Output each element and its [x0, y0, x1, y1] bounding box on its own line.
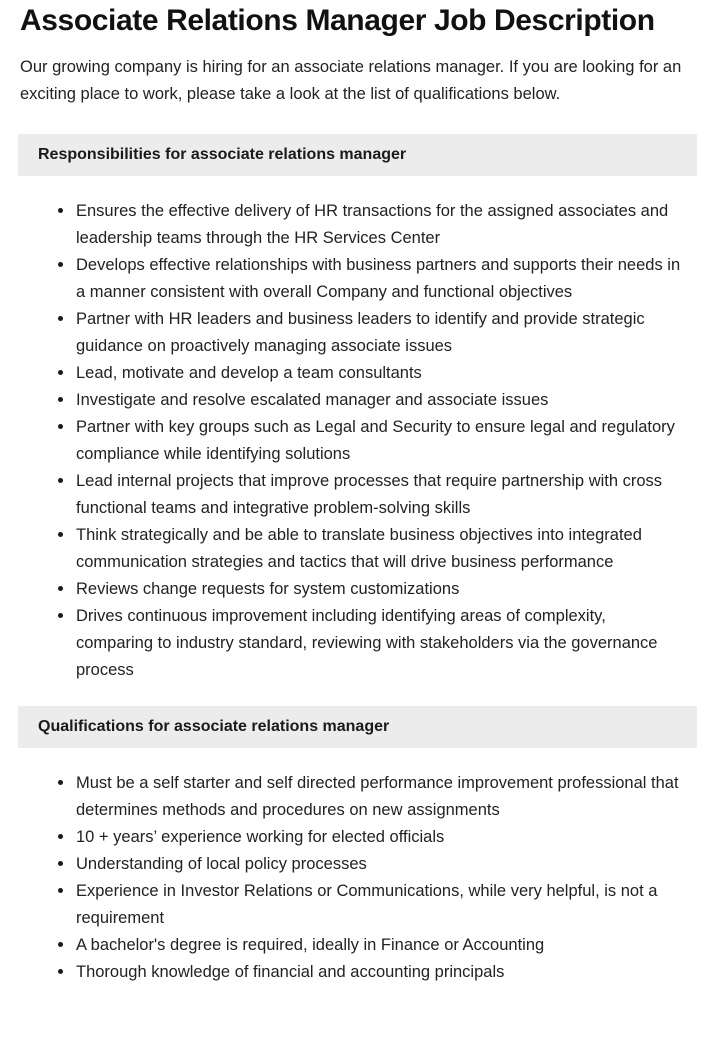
list-item: [58, 770, 700, 824]
section-qualifications: [18, 706, 700, 986]
list-item-text: Understanding of local policy processes: [76, 855, 367, 873]
bullet-icon: [58, 424, 63, 429]
list-item: [58, 932, 700, 959]
bullet-icon: [58, 586, 63, 591]
bullet-icon: [58, 478, 63, 483]
responsibilities-list: [18, 198, 700, 684]
bullet-icon: [58, 780, 63, 785]
list-item: [58, 468, 700, 522]
list-item: [58, 252, 700, 306]
qualifications-list: [18, 770, 700, 986]
list-item-text: Lead, motivate and develop a team consultants: [76, 364, 422, 382]
bullet-icon: [58, 888, 63, 893]
page-title: Associate Relations Manager Job Description: [20, 4, 655, 37]
list-item-text: A bachelor's degree is required, ideally in Finance or Accounting: [76, 936, 545, 954]
list-item-text: Think strategically and be able to translate business objectives into integrated communication strategies and tactics that will drive business performance: [76, 526, 642, 571]
list-item-text: Experience in Investor Relations or Communications, while very helpful, is not a requirement: [76, 882, 658, 927]
bullet-icon: [58, 532, 63, 537]
bullet-icon: [58, 316, 63, 321]
list-item: [58, 878, 700, 932]
list-item-text: Ensures the effective delivery of HR transactions for the assigned associates and leadership teams through the HR Services Center: [76, 202, 669, 247]
list-item: [58, 603, 700, 684]
list-item-text: Must be a self starter and self directed performance improvement professional that determines methods and procedures on new assignments: [76, 774, 679, 819]
section-responsibilities: [18, 134, 700, 684]
list-item-text: Partner with key groups such as Legal and Security to ensure legal and regulatory compliance while identifying solutions: [76, 418, 675, 463]
list-item-text: Lead internal projects that improve processes that require partnership with cross functional teams and integrative problem-solving skills: [76, 472, 663, 517]
intro-paragraph: Our growing company is hiring for an associate relations manager. If you are looking for an exciting place to work, please take a look at the list of qualifications below.: [20, 58, 682, 103]
list-item-text: Investigate and resolve escalated manager and associate issues: [76, 391, 549, 409]
list-item-text: Drives continuous improvement including identifying areas of complexity, comparing to industry standard, reviewing with stakeholders via the governance process: [76, 607, 658, 679]
list-item: [58, 414, 700, 468]
bullet-icon: [58, 397, 63, 402]
list-item-text: 10 + years’ experience working for elected officials: [76, 828, 445, 846]
section-header-responsibilities: Responsibilities for associate relations manager: [18, 134, 697, 176]
bullet-icon: [58, 613, 63, 618]
list-item: [58, 851, 700, 878]
bullet-icon: [58, 861, 63, 866]
list-item: [58, 824, 700, 851]
list-item: [58, 959, 700, 986]
list-item: [58, 387, 700, 414]
bullet-icon: [58, 834, 63, 839]
list-item: [58, 522, 700, 576]
bullet-icon: [58, 942, 63, 947]
list-item: [58, 360, 700, 387]
bullet-icon: [58, 370, 63, 375]
section-header-qualifications: Qualifications for associate relations manager: [18, 706, 697, 748]
list-item: [58, 198, 700, 252]
bullet-icon: [58, 969, 63, 974]
bullet-icon: [58, 262, 63, 267]
list-item-text: Partner with HR leaders and business leaders to identify and provide strategic guidance on proactively managing associate issues: [76, 310, 645, 355]
list-item-text: Develops effective relationships with business partners and supports their needs in a manner consistent with overall Company and functional objectives: [76, 256, 681, 301]
list-item-text: Thorough knowledge of financial and accounting principals: [76, 963, 505, 981]
list-item: [58, 576, 700, 603]
bullet-icon: [58, 208, 63, 213]
list-item: [58, 306, 700, 360]
list-item-text: Reviews change requests for system customizations: [76, 580, 460, 598]
